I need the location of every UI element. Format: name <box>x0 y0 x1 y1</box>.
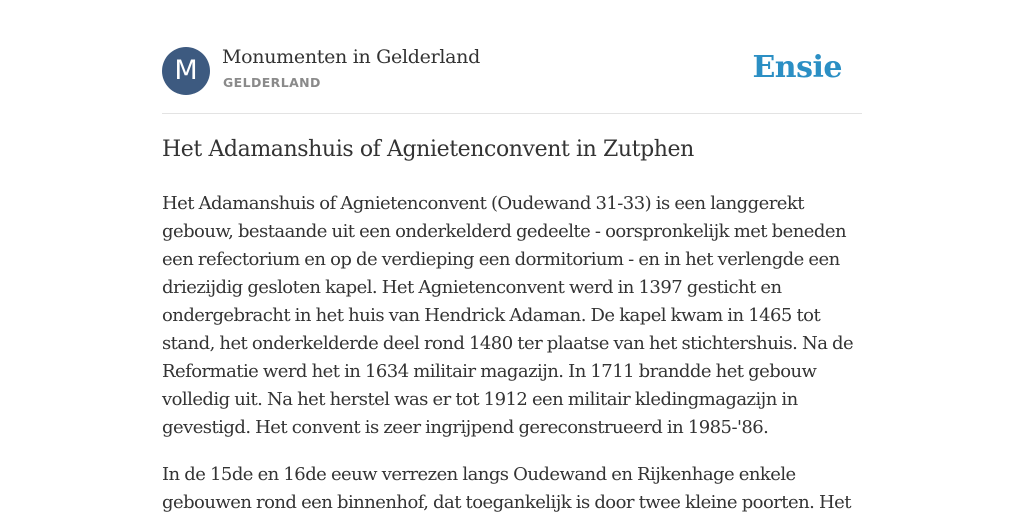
article-body <box>162 190 862 512</box>
site-subtitle[interactable]: GELDERLAND <box>223 75 321 90</box>
header-divider <box>162 113 862 114</box>
article-title: Het Adamanshuis of Agnietenconvent in Zutphen <box>162 137 694 162</box>
brand-logo[interactable]: Ensie <box>752 50 842 85</box>
article-paragraph: In de 15de en 16de eeuw verrezen langs Oudewand en Rijkenhage enkele gebouwen rond een binnenhof, dat toegankelijk is door twee kleine poorten. Het <box>162 464 851 512</box>
article-paragraph: Het Adamanshuis of Agnietenconvent (Oudewand 31-33) is een langgerekt gebouw, bestaande uit een onderkelderd gedeelte - oorspronkelijk met beneden een refectorium en op de verdieping een dormitorium - en in het verlengde een driezijdig gesloten kapel. Het Agnietenconvent werd in 1397 gesticht en ondergebracht in het huis van Hendrick Adaman. De kapel kwam in 1465 tot stand, het onderkelderde deel rond 1480 ter plaatse van het stichtershuis. Na de Reformatie werd het in 1634 militair magazijn. In 1711 brandde het gebouw volledig uit. Na het herstel was er tot 1912 een militair kledingmagazijn in gevestigd. Het convent is zeer ingrijpend gereconstrueerd in 1985-'86. <box>162 193 854 438</box>
site-avatar[interactable]: M <box>162 47 210 95</box>
site-title[interactable]: Monumenten in Gelderland <box>222 46 480 68</box>
site-header <box>162 46 862 96</box>
